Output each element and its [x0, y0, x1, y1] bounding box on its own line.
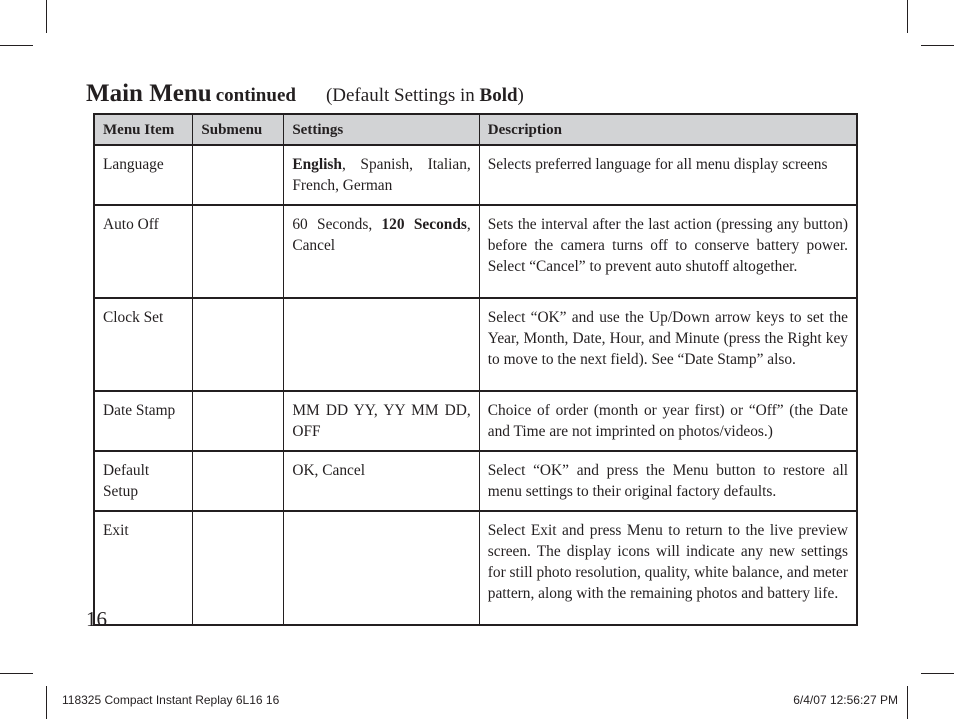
- cell-submenu: [193, 145, 284, 205]
- table-row: [94, 145, 857, 205]
- cell-description: Select “OK” and use the Up/Down arrow keys to set the Year, Month, Date, Hour, and Minute (press the Right key to move to the next field). See “Date Stamp” also.: [479, 298, 857, 391]
- cell-settings: MM DD YY, YY MM DD, OFF: [284, 391, 479, 451]
- cell-description: Select Exit and press Menu to return to the live preview screen. The display icons will indicate any new settings for still photo resolution, quality, white balance, and meter pattern, along with the remaining photos and battery life.: [479, 511, 857, 625]
- crop-mark: [921, 45, 954, 46]
- heading-title: Main Menu: [86, 80, 212, 107]
- crop-mark: [46, 686, 47, 719]
- cell-menu-item: Exit: [94, 511, 193, 625]
- cell-description: Choice of order (month or year first) or “Off” (the Date and Time are not imprinted on photos/videos.): [479, 391, 857, 451]
- table-header-row: [94, 114, 857, 145]
- crop-mark: [921, 673, 954, 674]
- header-description: Description: [479, 114, 857, 145]
- crop-mark: [0, 45, 33, 46]
- crop-mark: [46, 0, 47, 33]
- cell-submenu: [193, 511, 284, 625]
- page-heading: [86, 80, 524, 108]
- crop-mark: [907, 686, 908, 719]
- cell-submenu: [193, 298, 284, 391]
- cell-submenu: [193, 391, 284, 451]
- table-row: [94, 298, 857, 391]
- cell-menu-item: Default Setup: [94, 451, 193, 511]
- page-number: 16: [86, 607, 107, 631]
- table-row: [94, 511, 857, 625]
- table-row: [94, 205, 857, 298]
- cell-submenu: [193, 451, 284, 511]
- cell-menu-item: Auto Off: [94, 205, 193, 298]
- cell-menu-item: Language: [94, 145, 193, 205]
- header-menu-item: Menu Item: [94, 114, 193, 145]
- header-submenu: Submenu: [193, 114, 284, 145]
- table-row: [94, 451, 857, 511]
- footer-timestamp: 6/4/07 12:56:27 PM: [793, 693, 898, 707]
- crop-mark: [907, 0, 908, 33]
- cell-description: Sets the interval after the last action (pressing any button) before the camera turns off to conserve battery power. Select “Cancel” to prevent auto shutoff altogether.: [479, 205, 857, 298]
- cell-menu-item: Date Stamp: [94, 391, 193, 451]
- footer-slug: 118325 Compact Instant Replay 6L16 16: [62, 693, 280, 707]
- cell-submenu: [193, 205, 284, 298]
- menu-table: [93, 113, 858, 626]
- cell-settings: 60 Seconds, 120 Seconds, Cancel: [284, 205, 479, 298]
- heading-defaults-note: (Default Settings in Bold): [325, 85, 524, 106]
- cell-settings: [284, 298, 479, 391]
- cell-settings: OK, Cancel: [284, 451, 479, 511]
- cell-description: Selects preferred language for all menu display screens: [479, 145, 857, 205]
- heading-continued: continued: [215, 85, 296, 106]
- header-settings: Settings: [284, 114, 479, 145]
- table-row: [94, 391, 857, 451]
- cell-description: Select “OK” and press the Menu button to restore all menu settings to their original factory defaults.: [479, 451, 857, 511]
- cell-menu-item: Clock Set: [94, 298, 193, 391]
- cell-settings: English, Spanish, Italian, French, German: [284, 145, 479, 205]
- cell-settings: [284, 511, 479, 625]
- crop-mark: [0, 673, 33, 674]
